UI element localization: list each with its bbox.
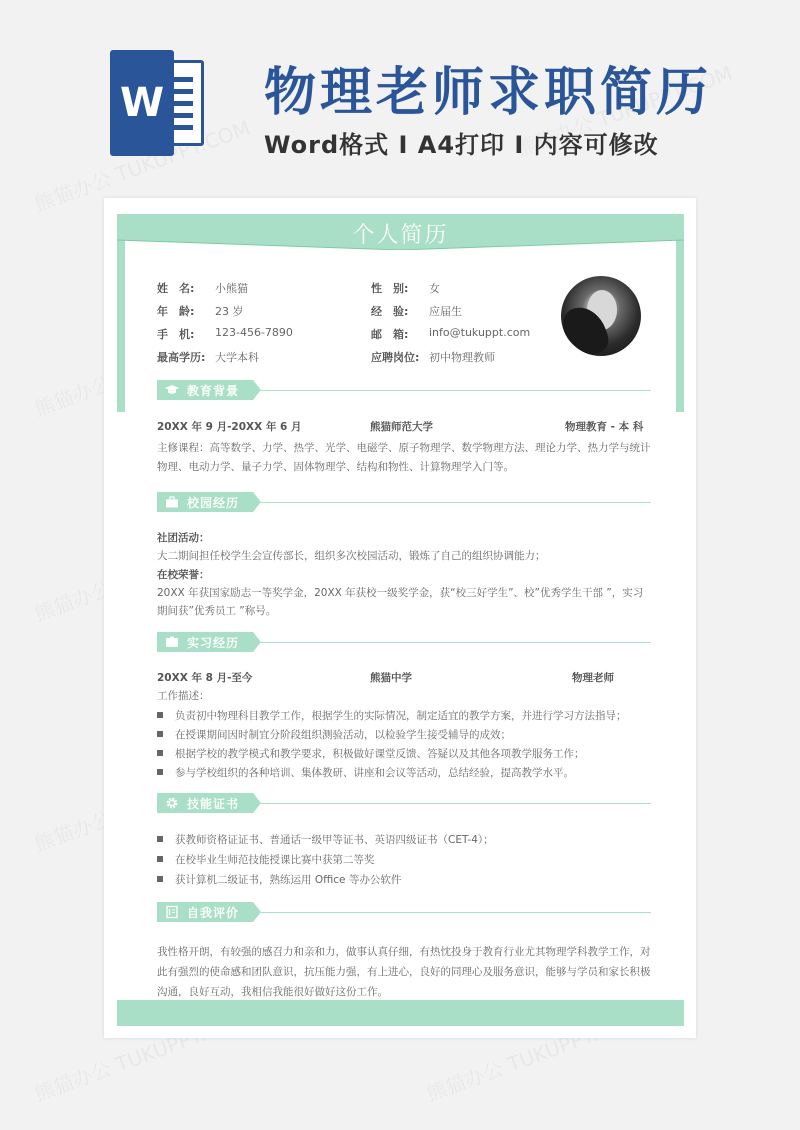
- graduation-cap-icon: [165, 383, 179, 397]
- education-period: 20XX 年 9 月-20XX 年 6 月: [157, 421, 302, 433]
- applied-job-label: 应聘岗位:: [371, 351, 420, 364]
- word-icon-letter: W: [120, 80, 165, 126]
- page-title: 物理老师求职简历: [264, 63, 713, 123]
- section-self-evaluation: [157, 902, 261, 922]
- honor-label: 在校荣誉：: [157, 569, 210, 581]
- age-value: 23 岁: [215, 305, 244, 318]
- list-item: 参与学校组织的各种培训、集体教研、讲座和会议等活动，总结经验，提高教学水平。: [157, 765, 574, 780]
- self-evaluation-text: 我性格开朗，有较强的感召力和亲和力，做事认真仔细，有热忱投身于教育行业尤其物理学科教学工作，对: [157, 946, 651, 958]
- list-item: 获教师资格证证书、普通话一级甲等证书、英语四级证书（CET-4）；: [157, 832, 494, 847]
- gender-value: 女: [429, 282, 440, 295]
- section-divider: [261, 642, 651, 643]
- section-title: 实习经历: [187, 636, 240, 650]
- resume-header-title: 个人简历: [352, 223, 449, 248]
- notebook-icon: [165, 905, 179, 919]
- internship-position: 物理老师: [572, 672, 614, 684]
- list-item: 在授课期间因时制宜分阶段组织测验活动，以检验学生接受辅导的成效；: [157, 727, 511, 742]
- education-courses: 主修课程：高等数学、力学、热学、光学、电磁学、原子物理学、数学物理方法、理论力学、热力学与统计: [157, 442, 651, 454]
- education-level-value: 大学本科: [215, 351, 259, 364]
- education-courses: 物理、电动力学、量子力学、固体物理学、结构和物性、计算物理学入门等。: [157, 461, 514, 473]
- honor-text: 期间获”优秀员工 ”称号。: [157, 605, 277, 617]
- name-value: 小熊猫: [215, 282, 248, 295]
- id-card-icon: [165, 635, 179, 649]
- education-major: 物理教育 - 本 科: [565, 421, 644, 433]
- page-subtitle: Word格式 I A4打印 I 内容可修改: [264, 131, 659, 159]
- resume-footer-band: [117, 1000, 684, 1026]
- personal-info: [157, 280, 557, 370]
- phone-label: 手 机:: [157, 328, 195, 341]
- section-divider: [261, 390, 651, 391]
- age-label: 年 龄:: [157, 305, 195, 318]
- self-evaluation-text: 沟通，良好互动，我相信我能很好做好这份工作。: [157, 986, 388, 998]
- email-value: info@tukuppt.com: [429, 326, 531, 339]
- internship-company: 熊猫中学: [370, 672, 412, 684]
- list-item: 负责初中物理科目教学工作，根据学生的实际情况，制定适宜的教学方案，并进行学习方法指导；: [157, 708, 627, 723]
- education-level-label: 最高学历:: [157, 351, 206, 364]
- avatar: [561, 276, 641, 356]
- education-school: 熊猫师范大学: [370, 421, 433, 433]
- section-education: [157, 380, 261, 400]
- list-item: 根据学校的教学模式和教学要求，积极做好课堂反馈、答疑以及其他各项教学服务工作；: [157, 746, 585, 761]
- section-title: 自我评价: [187, 906, 240, 920]
- applied-job-value: 初中物理教师: [429, 351, 495, 364]
- section-divider: [261, 912, 651, 913]
- section-title: 技能证书: [187, 797, 240, 811]
- internship-period: 20XX 年 8 月-至今: [157, 672, 253, 684]
- phone-value: 123-456-7890: [215, 326, 293, 339]
- list-item: 获计算机二级证书，熟练运用 Office 等办公软件: [157, 872, 401, 887]
- honor-text: 20XX 年获国家励志一等奖学金，20XX 年获校一级奖学金，获“校三好学生”、校”优秀学生干部 ”，实习: [157, 587, 644, 599]
- section-internship: [157, 632, 261, 652]
- section-skills: [157, 793, 261, 813]
- club-text: 大二期间担任校学生会宣传部长，组织多次校园活动，锻炼了自己的组织协调能力；: [157, 550, 546, 562]
- internship-desc-label: 工作描述：: [157, 690, 210, 702]
- gender-label: 性 别:: [371, 282, 409, 295]
- section-title: 教育背景: [187, 384, 240, 398]
- section-divider: [261, 803, 651, 804]
- list-item: 在校毕业生师范技能授课比赛中获第二等奖: [157, 852, 375, 867]
- email-label: 邮 箱:: [371, 328, 409, 341]
- experience-label: 经 验:: [371, 305, 409, 318]
- section-campus: [157, 492, 261, 512]
- self-evaluation-text: 此有强烈的使命感和团队意识，抗压能力强，有上进心，良好的同理心及服务意识，能够与学员和家长积极: [157, 966, 651, 978]
- name-label: 姓 名:: [157, 282, 195, 295]
- section-divider: [261, 502, 651, 503]
- briefcase-icon: [165, 495, 179, 509]
- club-label: 社团活动：: [157, 532, 210, 544]
- word-icon: [104, 50, 210, 156]
- gear-icon: [165, 796, 179, 810]
- experience-value: 应届生: [429, 305, 462, 318]
- section-title: 校园经历: [187, 496, 240, 510]
